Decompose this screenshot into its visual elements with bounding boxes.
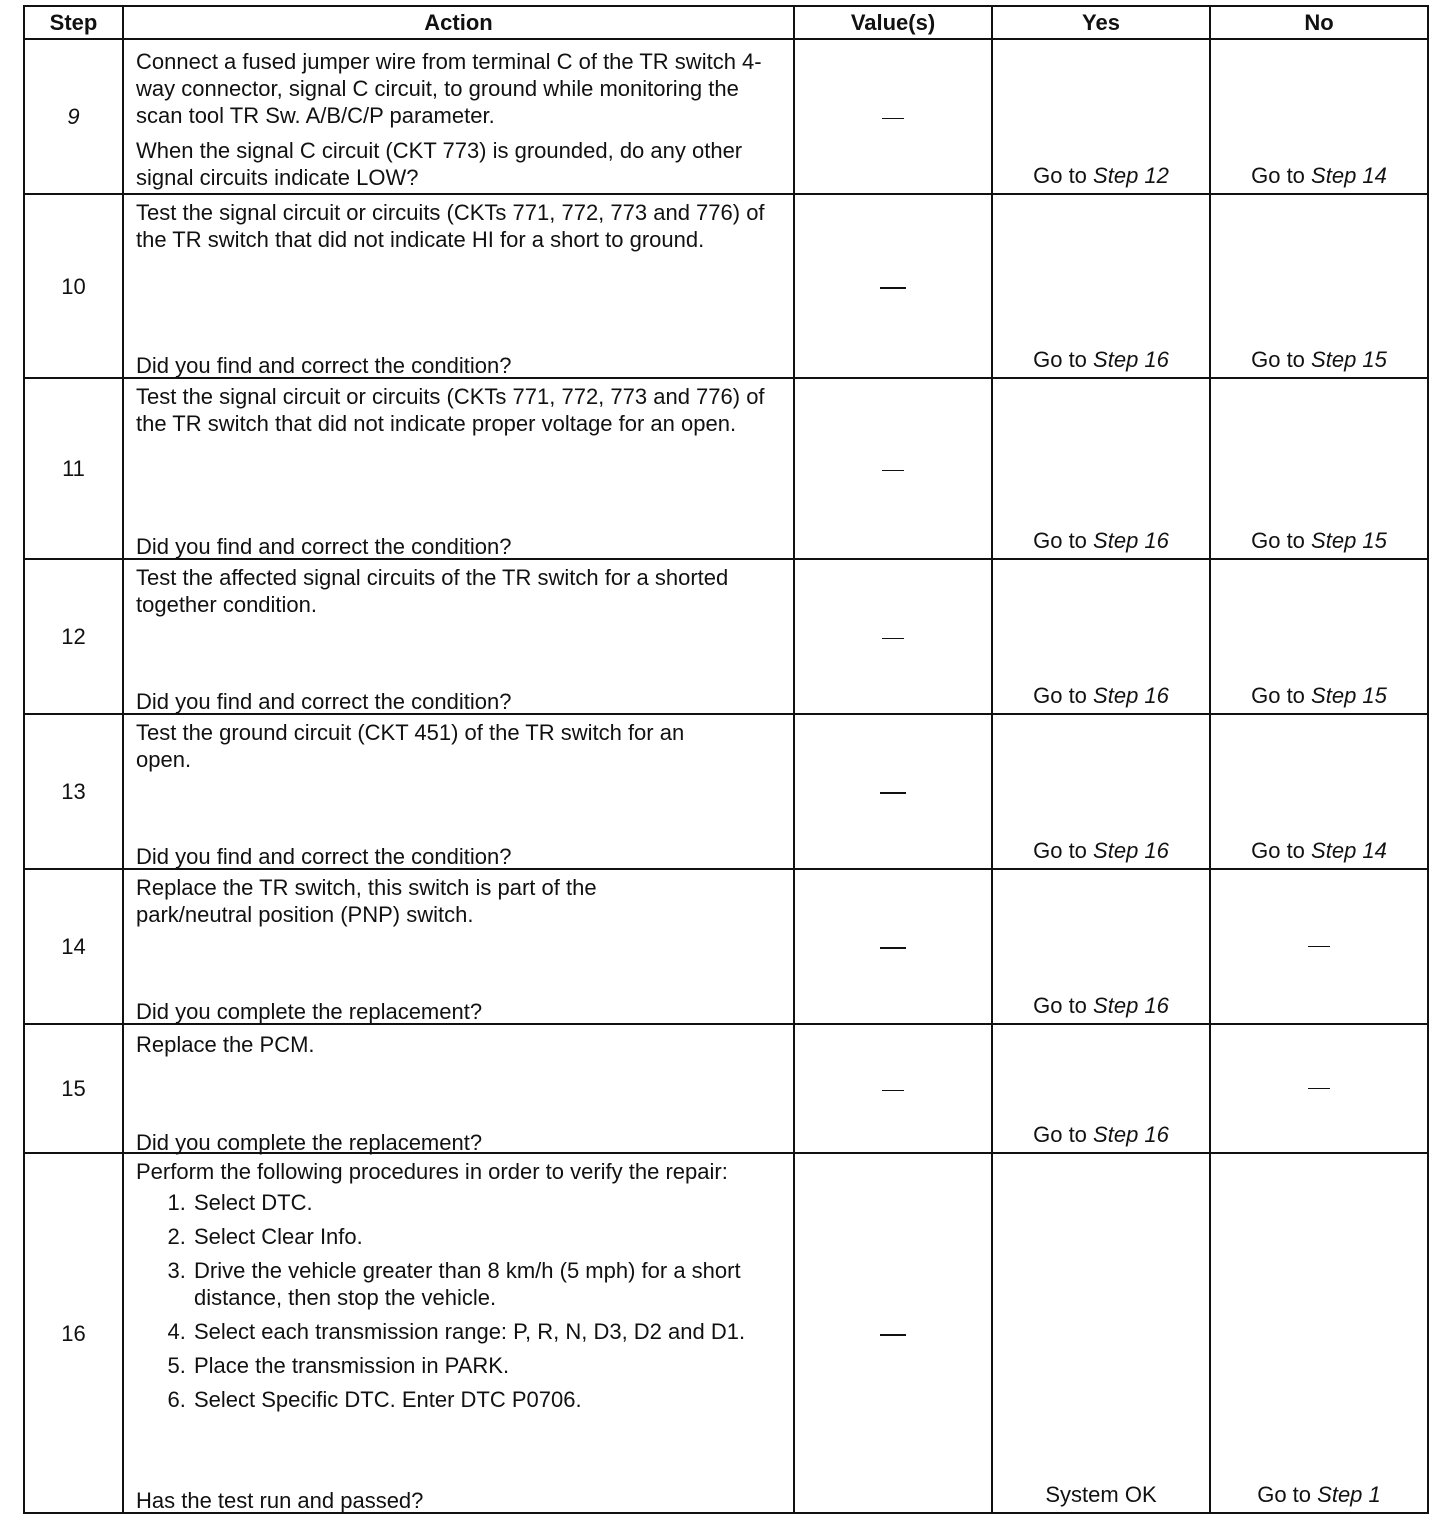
action-text: Test the signal circuit or circuits (CKTs 771, 772, 773 and 776) of the TR switch that did not indicate HI for a short to ground. [136, 200, 765, 252]
step-number: 14 [24, 869, 123, 1024]
action-cell [123, 194, 794, 378]
no-cell [1210, 1153, 1428, 1513]
yes-step-ref: Step 16 [1093, 838, 1169, 863]
value-cell [794, 39, 992, 194]
yes-step-ref: Step 16 [1093, 993, 1169, 1018]
action-text: Connect a fused jumper wire from terminal C of the TR switch 4-way connector, signal C circuit, to ground while monitoring the scan tool TR Sw. A/B/C/P parameter. [136, 49, 762, 128]
yes-goto-prefix: Go to [1033, 1122, 1087, 1147]
no-goto-prefix: Go to [1251, 838, 1305, 863]
action-cell [123, 559, 794, 714]
header-step: Step [24, 6, 123, 39]
yes-result: System OK [1045, 1482, 1157, 1507]
empty-no-dash [1308, 1088, 1330, 1089]
value-cell [794, 378, 992, 559]
no-step-ref: Step 1 [1317, 1482, 1381, 1507]
no-step-ref: Step 15 [1311, 528, 1387, 553]
action-text: Replace the TR switch, this switch is part of the park/neutral position (PNP) switch. [136, 875, 597, 927]
value-cell [794, 1153, 992, 1513]
yes-goto-prefix: Go to [1033, 683, 1087, 708]
header-values: Value(s) [794, 6, 992, 39]
header-yes: Yes [992, 6, 1210, 39]
table-row-step-16 [24, 1153, 1428, 1513]
yes-cell [992, 194, 1210, 378]
table-row-step-10 [24, 194, 1428, 378]
action-text: Replace the PCM. [136, 1032, 315, 1057]
no-step-ref: Step 14 [1311, 163, 1387, 188]
empty-value-dash [880, 1334, 906, 1336]
step-number: 13 [24, 714, 123, 869]
yes-cell [992, 39, 1210, 194]
procedure-item: 4. Select each transmission range: P, R, N, D3, D2 and D1. [192, 1318, 783, 1345]
yes-step-ref: Step 12 [1093, 163, 1169, 188]
header-row [24, 6, 1428, 39]
yes-cell [992, 378, 1210, 559]
step-number: 10 [24, 194, 123, 378]
action-question: Has the test run and passed? [136, 1488, 424, 1513]
yes-step-ref: Step 16 [1093, 347, 1169, 372]
no-cell [1210, 869, 1428, 1024]
no-goto-prefix: Go to [1251, 528, 1305, 553]
step-number: 15 [24, 1024, 123, 1153]
no-goto-prefix: Go to [1251, 163, 1305, 188]
procedure-item: 2. Select Clear Info. [192, 1223, 783, 1250]
step-number: 16 [24, 1153, 123, 1513]
yes-cell [992, 1024, 1210, 1153]
action-question: When the signal C circuit (CKT 773) is grounded, do any other signal circuits indicate LOW? [136, 138, 743, 190]
action-cell [123, 378, 794, 559]
table-row-step-15 [24, 1024, 1428, 1153]
yes-cell [992, 869, 1210, 1024]
action-question: Did you find and correct the condition? [136, 689, 512, 714]
empty-value-dash [880, 287, 906, 289]
yes-cell [992, 559, 1210, 714]
value-cell [794, 1024, 992, 1153]
action-cell [123, 869, 794, 1024]
header-action: Action [123, 6, 794, 39]
no-cell [1210, 1024, 1428, 1153]
step-number: 11 [24, 378, 123, 559]
header-no: No [1210, 6, 1428, 39]
empty-value-dash [882, 118, 904, 119]
no-cell [1210, 194, 1428, 378]
table-row-step-13 [24, 714, 1428, 869]
action-question: Did you find and correct the condition? [136, 353, 512, 378]
yes-goto-prefix: Go to [1033, 528, 1087, 553]
action-question: Did you complete the replacement? [136, 1130, 483, 1155]
yes-cell [992, 714, 1210, 869]
no-cell [1210, 378, 1428, 559]
action-question: Did you find and correct the condition? [136, 534, 512, 559]
yes-step-ref: Step 16 [1093, 528, 1169, 553]
step-number: 12 [24, 559, 123, 714]
action-cell [123, 1024, 794, 1153]
no-step-ref: Step 14 [1311, 838, 1387, 863]
empty-value-dash [882, 470, 904, 471]
yes-goto-prefix: Go to [1033, 347, 1087, 372]
value-cell [794, 194, 992, 378]
action-question: Did you complete the replacement? [136, 999, 483, 1024]
empty-value-dash [880, 792, 906, 794]
table-row-step-14 [24, 869, 1428, 1024]
procedure-list [136, 1189, 783, 1413]
procedure-item: 6. Select Specific DTC. Enter DTC P0706. [192, 1386, 783, 1413]
no-goto-prefix: Go to [1251, 347, 1305, 372]
procedure-item: 3. Drive the vehicle greater than 8 km/h (5 mph) for a short distance, then stop the vehicle. [192, 1257, 783, 1311]
table-row-step-11 [24, 378, 1428, 559]
action-text: Test the signal circuit or circuits (CKTs 771, 772, 773 and 776) of the TR switch that did not indicate proper voltage for an open. [136, 384, 765, 436]
table-row-step-12 [24, 559, 1428, 714]
no-goto-prefix: Go to [1251, 683, 1305, 708]
action-text: Test the ground circuit (CKT 451) of the TR switch for an open. [136, 720, 685, 772]
step-number: 9 [24, 39, 123, 194]
no-cell [1210, 559, 1428, 714]
procedure-item: 1. Select DTC. [192, 1189, 783, 1216]
action-text: Test the affected signal circuits of the TR switch for a shorted together condition. [136, 565, 729, 617]
empty-value-dash [882, 638, 904, 639]
no-step-ref: Step 15 [1311, 347, 1387, 372]
procedure-item: 5. Place the transmission in PARK. [192, 1352, 783, 1379]
yes-cell [992, 1153, 1210, 1513]
no-goto-prefix: Go to [1257, 1482, 1312, 1507]
yes-step-ref: Step 16 [1093, 683, 1169, 708]
value-cell [794, 869, 992, 1024]
empty-value-dash [882, 1090, 904, 1091]
value-cell [794, 714, 992, 869]
no-cell [1210, 39, 1428, 194]
diagnostic-table [23, 5, 1429, 1514]
yes-step-ref: Step 16 [1093, 1122, 1169, 1147]
value-cell [794, 559, 992, 714]
action-cell [123, 39, 794, 194]
no-cell [1210, 714, 1428, 869]
no-step-ref: Step 15 [1311, 683, 1387, 708]
action-cell [123, 714, 794, 869]
yes-goto-prefix: Go to [1033, 993, 1087, 1018]
empty-no-dash [1308, 946, 1330, 947]
yes-goto-prefix: Go to [1033, 838, 1087, 863]
empty-value-dash [880, 947, 906, 949]
table-row-step-9 [24, 39, 1428, 194]
action-cell [123, 1153, 794, 1513]
action-text: Perform the following procedures in order to verify the repair: [136, 1159, 728, 1184]
action-question: Did you find and correct the condition? [136, 844, 512, 869]
yes-goto-prefix: Go to [1033, 163, 1087, 188]
